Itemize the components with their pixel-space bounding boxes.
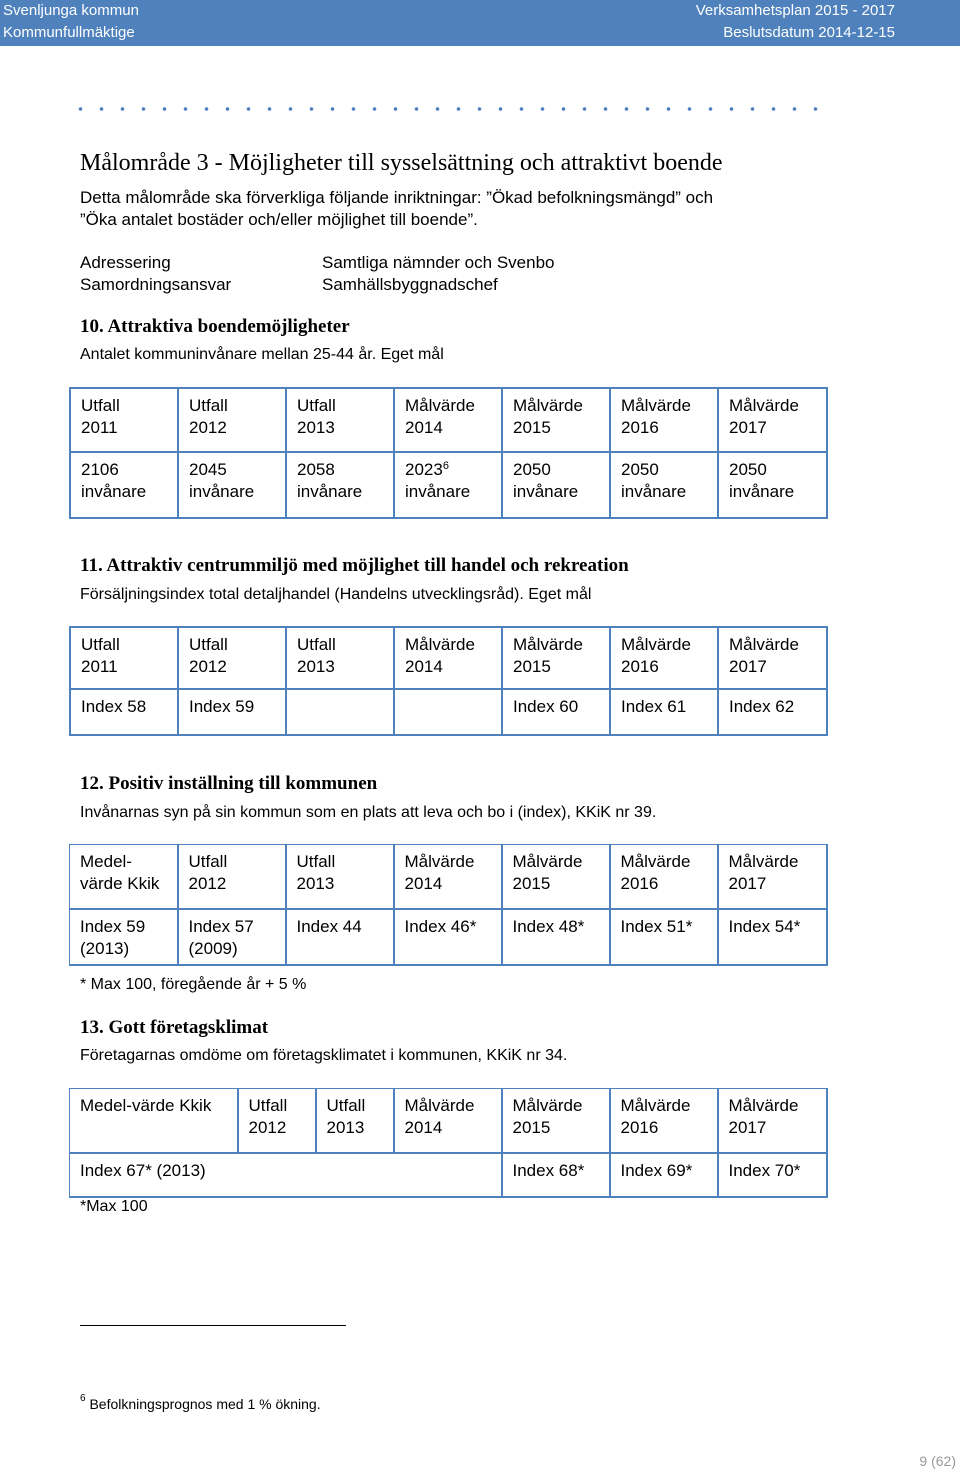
footnote: [80, 1393, 321, 1412]
s11-data-cell: [394, 689, 502, 735]
footnote-number: 6: [80, 1393, 86, 1404]
s13-head-cell: Målvärde 2014: [394, 1089, 502, 1153]
header-doc-title: Verksamhetsplan 2015 - 2017: [695, 2, 895, 19]
intro-text: [80, 187, 713, 231]
s12-data-cell: Index 59 (2013): [70, 909, 178, 965]
s12-data-row: [70, 909, 827, 965]
s10-data-cell: 2106 invånare: [70, 452, 178, 518]
s10-head-cell: Målvärde 2014: [394, 388, 502, 452]
assign-value-2: Samhällsbyggnadschef: [322, 275, 498, 294]
s12-head-cell: Målvärde 2017: [718, 845, 827, 909]
s11-head-cell: Utfall 2011: [70, 627, 178, 689]
s10-header-row: [70, 388, 827, 452]
s11-data-row: [70, 689, 827, 735]
s11-data-cell: Index 58: [70, 689, 178, 735]
s12-data-cell: Index 57 (2009): [178, 909, 286, 965]
s13-data-row: [70, 1153, 827, 1197]
s10-head-cell: Utfall 2011: [70, 388, 178, 452]
assign-label-2: Samordningsansvar: [80, 275, 232, 294]
s13-head-cell: Målvärde 2017: [718, 1089, 827, 1153]
s10-table: [69, 387, 828, 519]
s13-head-cell: Medel-värde Kkik: [70, 1089, 238, 1153]
s10-subtitle: Antalet kommuninvånare mellan 25-44 år. Eget mål: [80, 346, 444, 363]
s10-data-cell: 2045 invånare: [178, 452, 286, 518]
s12-head-cell: Målvärde 2016: [610, 845, 718, 909]
s11-subtitle: Försäljningsindex total detaljhandel (Handelns utvecklingsråd). Eget mål: [80, 586, 592, 603]
s12-subtitle: Invånarnas syn på sin kommun som en plats att leva och bo i (index), KKiK nr 39.: [80, 804, 657, 821]
header-org: Svenljunga kommun: [3, 2, 139, 19]
assign-value-1: Samtliga nämnder och Svenbo: [322, 253, 555, 272]
intro-line-2: ”Öka antalet bostäder och/eller möjlighet till boende”.: [80, 210, 478, 229]
s13-data-cell: Index 68*: [502, 1153, 610, 1197]
s11-head-cell: Målvärde 2016: [610, 627, 718, 689]
s13-head-cell: Utfall 2012: [238, 1089, 316, 1153]
s13-data-cell: Index 67* (2013): [70, 1153, 502, 1197]
s10-data-cell: 2023$^6$ invånare: [394, 452, 502, 518]
s10-title: 10. Attraktiva boendemöjligheter: [80, 316, 350, 337]
s12-data-cell: Index 54*: [718, 909, 827, 965]
page-number: 9 (62): [919, 1453, 956, 1469]
s11-head-cell: Utfall 2012: [178, 627, 286, 689]
s13-table: [69, 1088, 828, 1198]
s13-head-cell: Utfall 2013: [316, 1089, 394, 1153]
assign-labels: [80, 252, 231, 296]
s12-data-cell: Index 46*: [394, 909, 502, 965]
s10-head-cell: Målvärde 2016: [610, 388, 718, 452]
s11-head-cell: Målvärde 2014: [394, 627, 502, 689]
s13-header-row: [70, 1089, 827, 1153]
s12-head-cell: Utfall 2013: [286, 845, 394, 909]
s11-data-cell: Index 60: [502, 689, 610, 735]
s10-head-cell: Målvärde 2017: [718, 388, 827, 452]
s10-data-cell: 2050 invånare: [502, 452, 610, 518]
footnote-text: Befolkningsprognos med 1 % ökning.: [89, 1396, 321, 1412]
s12-data-cell: Index 44: [286, 909, 394, 965]
footnote-ref: 6: [442, 460, 449, 472]
s12-title: 12. Positiv inställning till kommunen: [80, 773, 378, 794]
s12-data-cell: Index 51*: [610, 909, 718, 965]
page-header: [0, 0, 960, 46]
s11-data-cell: Index 59: [178, 689, 286, 735]
s12-head-cell: Utfall 2012: [178, 845, 286, 909]
s13-head-cell: Målvärde 2016: [610, 1089, 718, 1153]
s10-head-cell: Målvärde 2015: [502, 388, 610, 452]
header-body: Kommunfullmäktige: [3, 24, 135, 41]
s10-data-cell: 2058 invånare: [286, 452, 394, 518]
s13-note: *Max 100: [80, 1198, 148, 1215]
s10-data-row: [70, 452, 827, 518]
s12-head-cell: Målvärde 2014: [394, 845, 502, 909]
s11-head-cell: Målvärde 2017: [718, 627, 827, 689]
s13-data-cell: Index 69*: [610, 1153, 718, 1197]
s13-head-cell: Målvärde 2015: [502, 1089, 610, 1153]
assign-values: [322, 252, 554, 296]
footnote-separator: [80, 1325, 346, 1326]
assign-label-1: Adressering: [80, 253, 171, 272]
dotted-divider: [70, 101, 820, 117]
s12-head-cell: Medel- värde Kkik: [70, 845, 178, 909]
page-title: Målområde 3 - Möjligheter till sysselsättning och attraktivt boende: [80, 150, 723, 176]
s10-data-cell: 2050 invånare: [610, 452, 718, 518]
s11-head-cell: Utfall 2013: [286, 627, 394, 689]
s11-data-cell: Index 61: [610, 689, 718, 735]
intro-line-1: Detta målområde ska förverkliga följande inriktningar: ”Ökad befolkningsmängd” och: [80, 188, 714, 207]
s10-head-cell: Utfall 2013: [286, 388, 394, 452]
s12-header-row: [70, 845, 827, 909]
s12-data-cell: Index 48*: [502, 909, 610, 965]
s12-note: * Max 100, föregående år + 5 %: [80, 976, 307, 993]
s11-header-row: [70, 627, 827, 689]
s13-subtitle: Företagarnas omdöme om företagsklimatet i kommunen, KKiK nr 34.: [80, 1047, 568, 1064]
s12-table: [69, 844, 828, 966]
s13-data-cell: Index 70*: [718, 1153, 827, 1197]
s10-head-cell: Utfall 2012: [178, 388, 286, 452]
s11-data-cell: Index 62: [718, 689, 827, 735]
s13-title: 13. Gott företagsklimat: [80, 1017, 269, 1038]
s11-title: 11. Attraktiv centrummiljö med möjlighet till handel och rekreation: [80, 555, 629, 576]
header-date: Beslutsdatum 2014-12-15: [723, 24, 895, 41]
s12-head-cell: Målvärde 2015: [502, 845, 610, 909]
s10-data-cell: 2050 invånare: [718, 452, 827, 518]
s11-table: [69, 626, 828, 736]
s11-head-cell: Målvärde 2015: [502, 627, 610, 689]
s11-data-cell: [286, 689, 394, 735]
